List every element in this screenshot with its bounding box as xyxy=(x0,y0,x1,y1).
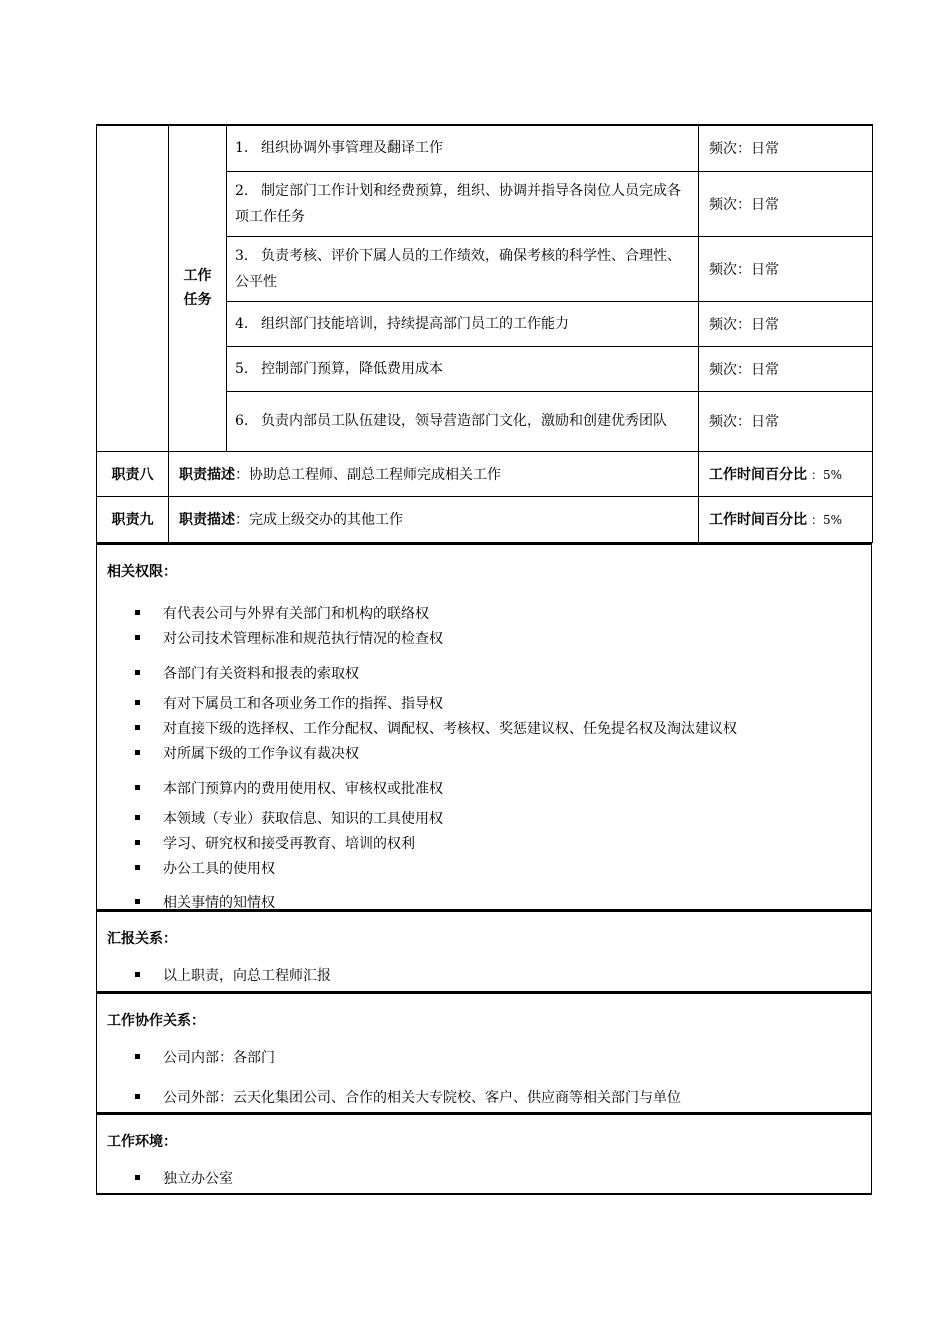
list-item: 对所属下级的工作争议有裁决权 xyxy=(135,742,871,767)
task-frequency: 频次：日常 xyxy=(699,346,873,391)
time-percentage-value: ：5% xyxy=(811,467,843,482)
duty-description-text: ：协助总工程师、副总工程师完成相关工作 xyxy=(235,466,501,483)
authority-section xyxy=(96,543,872,910)
duty-label: 职责八 xyxy=(97,451,169,496)
task-number: 1. xyxy=(235,140,249,157)
duties-table xyxy=(96,124,873,543)
list-item: 公司外部：云天化集团公司、合作的相关大专院校、客户、供应商等相关部门与单位 xyxy=(135,1086,871,1110)
duty-description-label: 职责描述 xyxy=(179,512,235,528)
list-item: 各部门有关资料和报表的索取权 xyxy=(135,662,871,687)
time-percentage-label: 工作时间百分比 xyxy=(709,512,807,528)
list-item: 本领域（专业）获取信息、知识的工具使用权 xyxy=(135,807,871,832)
reporting-list xyxy=(97,964,871,988)
list-item: 学习、研究权和接受再教育、培训的权利 xyxy=(135,832,871,857)
task-item xyxy=(227,171,699,236)
task-item xyxy=(227,391,699,451)
list-item: 对公司技术管理标准和规范执行情况的检查权 xyxy=(135,627,871,652)
task-frequency: 频次：日常 xyxy=(699,236,873,301)
duty-description-label: 职责描述 xyxy=(179,466,235,483)
task-number: 5. xyxy=(235,360,249,377)
task-text: 控制部门预算，降低费用成本 xyxy=(261,360,443,377)
task-item xyxy=(227,125,699,171)
list-item: 有代表公司与外界有关部门和机构的联络权 xyxy=(135,602,871,627)
list-item: 办公工具的使用权 xyxy=(135,857,871,882)
duty-label: 职责九 xyxy=(97,496,169,542)
list-item: 本部门预算内的费用使用权、审核权或批准权 xyxy=(135,777,871,802)
work-tasks-label-line2: 任务 xyxy=(183,292,212,309)
cooperation-list xyxy=(97,1046,871,1110)
duty-description xyxy=(169,496,699,542)
task-item xyxy=(227,236,699,301)
task-frequency: 频次：日常 xyxy=(699,125,873,171)
task-number: 2. xyxy=(235,182,249,199)
authority-list xyxy=(97,602,871,916)
task-text: 负责考核、评价下属人员的工作绩效，确保考核的科学性、合理性、公平性 xyxy=(235,247,681,290)
environment-list xyxy=(97,1167,871,1191)
task-frequency: 频次：日常 xyxy=(699,301,873,346)
job-description-document xyxy=(96,124,872,1195)
task-text: 制定部门工作计划和经费预算，组织、协调并指导各岗位人员完成各项工作任务 xyxy=(235,182,681,225)
environment-title: 工作环境： xyxy=(107,1133,177,1150)
task-number: 6. xyxy=(235,413,249,429)
list-item: 独立办公室 xyxy=(135,1167,871,1191)
task-item xyxy=(227,346,699,391)
task-text: 负责内部员工队伍建设，领导营造部门文化，激励和创建优秀团队 xyxy=(261,413,667,429)
environment-section xyxy=(96,1113,872,1195)
work-tasks-label xyxy=(169,125,227,451)
cooperation-section xyxy=(96,992,872,1113)
task-number: 3. xyxy=(235,247,249,264)
reporting-title: 汇报关系： xyxy=(107,930,177,947)
authority-title: 相关权限： xyxy=(107,563,177,580)
task-frequency: 频次：日常 xyxy=(699,171,873,236)
list-item: 对直接下级的选择权、工作分配权、调配权、考核权、奖惩建议权、任免提名权及淘汰建议权 xyxy=(135,717,871,742)
task-text: 组织部门技能培训，持续提高部门员工的工作能力 xyxy=(261,315,569,332)
list-item: 以上职责，向总工程师汇报 xyxy=(135,964,871,988)
duty-time-percentage xyxy=(699,496,873,542)
task-frequency: 频次：日常 xyxy=(699,391,873,451)
time-percentage-value: ：5% xyxy=(811,513,843,527)
list-item: 相关事情的知情权 xyxy=(135,891,871,916)
duty-description xyxy=(169,451,699,496)
reporting-section xyxy=(96,910,872,992)
duty-time-percentage xyxy=(699,451,873,496)
task-text: 组织协调外事管理及翻译工作 xyxy=(261,140,443,157)
cooperation-title: 工作协作关系： xyxy=(107,1012,205,1029)
duty-description-text: ：完成上级交办的其他工作 xyxy=(235,512,403,528)
list-item: 公司内部：各部门 xyxy=(135,1046,871,1070)
task-number: 4. xyxy=(235,315,249,332)
duty-number-cell-empty xyxy=(97,125,169,451)
work-tasks-label-line1: 工作 xyxy=(183,268,212,285)
time-percentage-label: 工作时间百分比 xyxy=(709,466,807,483)
list-item: 有对下属员工和各项业务工作的指挥、指导权 xyxy=(135,692,871,717)
task-item xyxy=(227,301,699,346)
